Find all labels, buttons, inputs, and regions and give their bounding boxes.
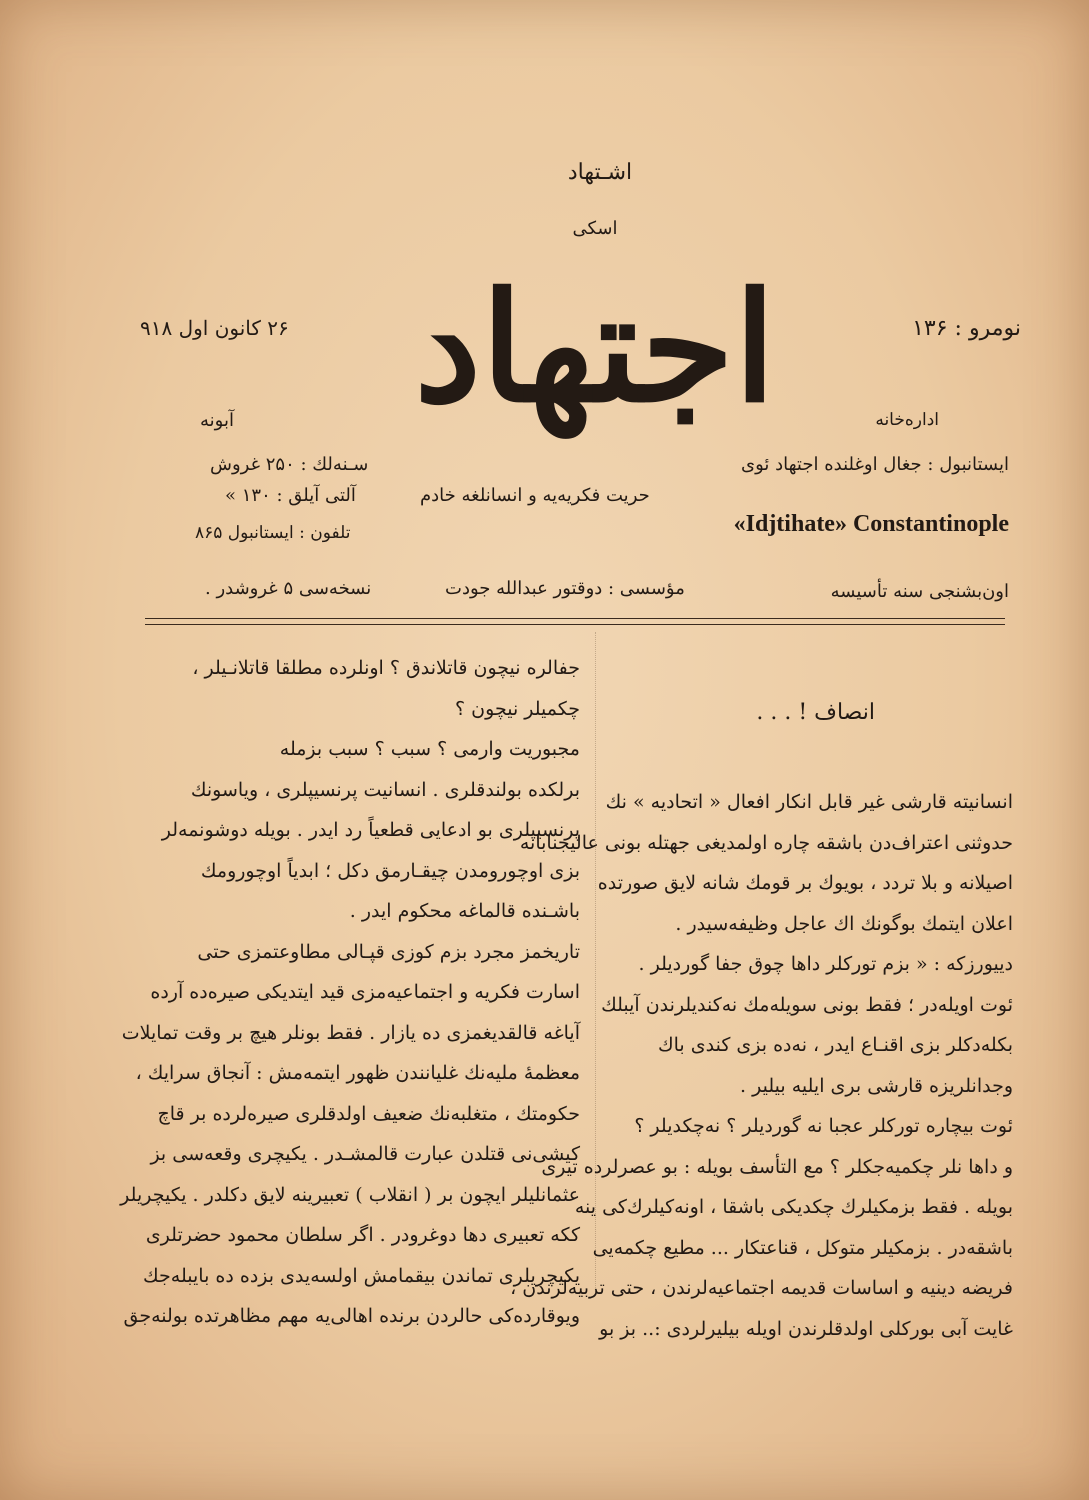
text-line: عثمانلیلر ایچون بر ( انقلاب ) تعبیرینه لایق دکلدر . یکیچریلر (120, 1183, 580, 1206)
text-line: اسارت فکریه و اجتماعیه‌مزی قید ایتدیکی صیره‌ده آرده (150, 981, 580, 1003)
text-line: اعلان ایتمك بوگونك اك عاجل وظیفه‌سیدر . (675, 912, 1013, 935)
text-line: پرنسیپلری بو ادعایی قطعیاً رد ایدر . بویله دوشونمه‌لر (161, 819, 580, 841)
text-line: جفالره نیچون قاتلاندق ؟ اونلرده مطلقا قاتلانـیلر ، (192, 657, 580, 679)
text-line: آیاغه قالقدیغمزی ده یازار . فقط بونلر هیچ بر وقت تمایلات (121, 1021, 580, 1044)
text-line: حکومتك ، متغلبه‌نك ضعیف اولدقلری صیره‌لرده بر قاچ (157, 1102, 580, 1125)
text-line: برلکده بولندقلری . انسانیت پرنسیپلری ، ویاسونك (190, 778, 580, 801)
supertitle: اشـتهاد (567, 160, 633, 185)
text-line: انسانیته قارشی غیر قابل انکار افعال « اتحادیه » نك (605, 791, 1013, 813)
subscription-label: آبونه (200, 410, 234, 431)
motto: حریت فکریه‌یه و انسانلغه خادم (420, 485, 650, 506)
text-line: بکله‌دکلر بزی اقنـاع ایدر ، نه‌ده بزی کندی باك (657, 1034, 1013, 1056)
text-line: اصیلانه و بلا تردد ، بویوك بر قومك شانه لایق صورتده (597, 872, 1013, 894)
text-line: ئوت اویله‌در ؛ فقط بونی سویله‌مك نه‌کندیلرندن آیبلك (601, 993, 1013, 1016)
text-line: چکمیلر نیچون ؟ (455, 697, 580, 720)
left-column (120, 648, 580, 1337)
text-line: معظمهٔ ملیه‌نك غلیانندن ظهور ایتمه‌مش : آنجاق سرایك ، (135, 1062, 580, 1084)
text-line: فریضه دینیه و اساسات قدیمه اجتماعیه‌لرندن ، حتی تربیه‌لرندن ، (510, 1277, 1013, 1299)
issue-date: ۲۶ کانون اول ۹۱۸ (140, 316, 289, 340)
masthead-title: اجتهاد (414, 260, 776, 436)
text-line: بزی اوچورومدن چیقـارمق دکل ؛ ابدیاً اوچورومك (200, 859, 580, 882)
telephone: تلفون : ایستانبول ۸۶۵ (195, 523, 351, 543)
price-half-year: آلتی آیلق : ۱۳۰ » (225, 485, 356, 506)
text-line: باشقه‌در . بزمکیلر متوکل ، قناعتکار ... مطیع چکمه‌یی (592, 1236, 1013, 1259)
text-line: یکیچریلری تماندن بیقمامش اولسه‌یدی بزده ده بایبله‌جك (143, 1264, 580, 1287)
text-line: ئوت بیچاره تورکلر عجبا نه گوردیلر ؟ نه‌چکدیلر ؟ (634, 1115, 1013, 1137)
text-line: بویله . فقط بزمکیلرك چکدیکی باشقا ، اونه‌کیلرك‌کی ینه (574, 1196, 1013, 1218)
text-line: غایت آبی بورکلی اولدقلرندن اویله بیلیرلردی :.. بز بو (599, 1317, 1013, 1340)
text-line: ککه تعبیری دها دوغرودر . اگر سلطان محمود حضرتلری (145, 1224, 580, 1246)
text-line: ویوقارده‌کی حالردن برنده اهالی‌یه مهم مظاهرتده بولنه‌جق (123, 1305, 580, 1327)
price-yearly: سـنه‌لك : ۲۵۰ غروش (210, 454, 369, 475)
text-line: وجدانلریزه قارشی بری ایلیه بیلیر . (740, 1074, 1013, 1097)
copy-price: نسخه‌سی ۵ غروشدر . (205, 578, 372, 599)
text-line: مجبوریت وارمی ؟ سبب ؟ سبب بزمله (279, 738, 580, 760)
article-title: انصاف ! . . . (756, 700, 875, 725)
founder: مؤسسی : دوقتور عبدالله جودت (445, 578, 685, 599)
text-line: تاریخمز مجرد بزم کوزی قپـالی مطاوعتمزی حتی (197, 940, 580, 963)
text-line: باشـنده قالماغه محکوم ایدر . (349, 900, 580, 922)
old-name-label: اسکی (572, 218, 618, 239)
header-divider-top (145, 618, 1005, 619)
issue-number: نومرو : ۱۳۶ (912, 316, 1021, 341)
text-line: کیشی‌نی قتلدن عبارت قالمشـدر . یکیچری وقعه‌سی بز (150, 1143, 580, 1165)
admin-office-label: اداره‌خانه (875, 410, 939, 430)
header-divider-bottom (145, 624, 1005, 625)
telegraph-address: «Idjtihate» Constantinople (733, 511, 1009, 537)
admin-office-address: ایستانبول : جغال اوغلنده اجتهاد ئوی (741, 454, 1009, 475)
right-column (510, 782, 1013, 1349)
text-line: دییورزکه : « بزم تورکلر داها چوق جفا گوردیلر . (638, 953, 1013, 975)
founding-year: اون‌بشنجی سنه تأسیسه (830, 581, 1009, 602)
text-line: حدوثنی اعتراف‌دن باشقه چاره اولمدیغی جهتله بونی عالیجنابانه (519, 831, 1013, 854)
text-line: و داها نلر چکمیه‌جکلر ؟ مع التأسف بویله : بو عصرلرده تیری (541, 1155, 1013, 1178)
